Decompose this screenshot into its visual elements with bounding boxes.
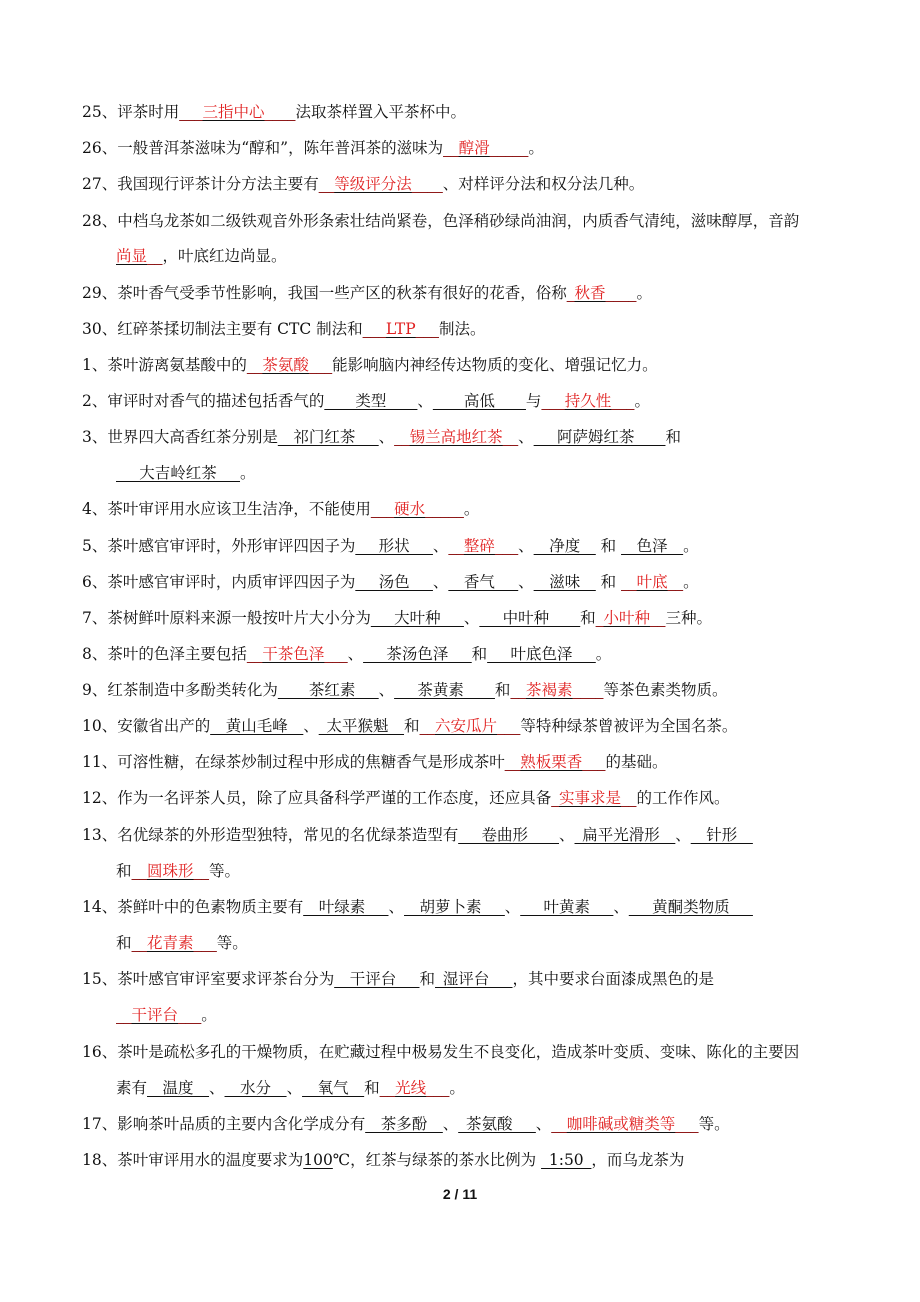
question-text: ，而乌龙茶为 [591, 1151, 685, 1169]
question-text: 、 [675, 826, 691, 844]
answer-blank: __黄山毛峰__ [210, 717, 304, 735]
answer-blank: ___叶底色泽___ [487, 645, 596, 663]
question-line [82, 716, 890, 736]
question-text: 10、安徽省出产的 [82, 717, 211, 735]
answer-blank: ___汤色___ [355, 573, 433, 591]
answer-blank: __氧气__ [302, 1079, 365, 1097]
question-text: 、 [417, 392, 433, 410]
question-text: 29、茶叶香气受季节性影响，我国一些产区的秋茶有很好的花香，俗称 [82, 284, 567, 302]
answer-blank-red: __茶褐素____ [510, 681, 604, 699]
answer-blank-red: 尚显__ [116, 247, 163, 265]
answer-blank: __茶多酚__ [365, 1115, 443, 1133]
question-text: 、 [518, 428, 534, 446]
question-text: 等茶色素类物质。 [603, 681, 728, 699]
question-text: 9、红茶制造中多酚类转化为 [82, 681, 278, 699]
question-text: 、 [286, 1079, 303, 1097]
question-text: 等。 [216, 934, 248, 952]
answer-blank-red: ___硬水_____ [370, 500, 464, 518]
question-text: 12、作为一名评茶人员，除了应具备科学严谨的工作态度，还应具备 [82, 789, 552, 807]
question-text: 等。 [209, 862, 241, 880]
question-text: 、对样评分法和权分法几种。 [442, 175, 645, 193]
answer-blank-red: __茶氨酸___ [246, 356, 333, 374]
question-line [82, 102, 890, 122]
question-text: 、 [535, 1115, 552, 1133]
answer-blank: _茶氨酸___ [458, 1115, 536, 1133]
answer-blank-red: _小叶种__ [595, 609, 666, 627]
question-text: 3、世界四大高香红茶分别是 [82, 428, 278, 446]
answer-blank-red: __锡兰高地红茶__ [394, 428, 519, 446]
question-text: 、 [388, 898, 405, 916]
answer-blank-red: __六安瓜片___ [419, 717, 521, 735]
question-line [82, 211, 890, 231]
question-text: 、 [378, 681, 395, 699]
question-text: 、 [442, 1115, 459, 1133]
question-line [82, 572, 890, 592]
answer-blank: ___黄酮类物质___ [628, 898, 753, 916]
answer-blank: 100 [303, 1151, 333, 1169]
question-line [82, 1042, 890, 1062]
question-text: 2、审评时对香气的描述包括香气的 [82, 392, 325, 410]
question-text: 和 [364, 1079, 380, 1097]
question-text: 制法。 [438, 320, 486, 338]
answer-blank: __水分__ [224, 1079, 287, 1097]
question-text: 的工作作风。 [636, 789, 730, 807]
answer-blank-red: __等级评分法____ [318, 175, 443, 193]
answer-blank: __温度__ [147, 1079, 210, 1097]
answer-blank: ___茶黄素____ [394, 681, 495, 699]
question-line [82, 608, 890, 628]
question-text: 。 [449, 1079, 465, 1097]
answer-blank: __色泽__ [621, 537, 684, 555]
question-text: 和 [116, 934, 132, 952]
question-line-continued [116, 246, 890, 266]
answer-blank: ___大吉岭红茶___ [116, 464, 241, 482]
question-text: 28、中档乌龙茶如二级铁观音外形条索壮结尚紧卷，色泽稍砂绿尚油润，内质香气清纯，滋味醇厚，音韵 [82, 212, 800, 230]
answer-blank-red: _实事求是__ [551, 789, 637, 807]
answer-blank-red: __整碎___ [448, 537, 519, 555]
question-text: 三种。 [665, 609, 712, 627]
answer-blank: __干评台___ [334, 970, 420, 988]
question-text: 法取茶样置入平茶杯中。 [295, 103, 467, 121]
question-text: 和 [419, 970, 436, 988]
question-text: 25、评茶时用 [82, 103, 180, 121]
answer-blank: _太平猴魁__ [318, 717, 405, 735]
question-text: 的基础。 [605, 753, 668, 771]
question-text: ，其中要求台面漆成黑色的是 [512, 970, 715, 988]
question-text: 和 [665, 428, 681, 446]
question-text: 、 [432, 573, 449, 591]
question-line [82, 680, 890, 700]
answer-blank-red: _秋香____ [566, 284, 637, 302]
answer-blank: ___阿萨姆红茶____ [533, 428, 666, 446]
question-text: 素有 [116, 1079, 148, 1097]
question-text: 和 [580, 609, 596, 627]
answer-blank-red: __光线___ [379, 1079, 450, 1097]
question-text: 等特种绿茶曾被评为全国名茶。 [520, 717, 738, 735]
question-line [82, 1114, 890, 1134]
question-text: 和 [116, 862, 132, 880]
question-text: 26、一般普洱茶滋味为“醇和”，陈年普洱茶的滋味为 [82, 139, 444, 157]
question-text: 5、茶叶感官审评时，外形审评四因子为 [82, 537, 356, 555]
question-line [82, 319, 890, 339]
answer-blank-red: ___LTP___ [362, 320, 439, 338]
answer-blank-red: __叶底__ [621, 573, 684, 591]
question-text: 等。 [698, 1115, 730, 1133]
question-line [82, 499, 890, 519]
question-line [82, 391, 890, 411]
answer-blank: __叶绿素___ [303, 898, 389, 916]
question-text: 、 [463, 609, 480, 627]
question-text: 16、茶叶是疏松多孔的干燥物质，在贮藏过程中极易发生不良变化，造成茶叶变质、变味、陈化的主要因 [82, 1043, 800, 1061]
question-text: ，叶底红边尚显。 [162, 247, 287, 265]
question-text: 、 [347, 645, 364, 663]
question-line [82, 1150, 890, 1170]
question-line [82, 897, 890, 917]
question-text: 1、茶叶游离氨基酸中的 [82, 356, 247, 374]
question-text: 和 [471, 645, 488, 663]
question-text: 。 [201, 1006, 217, 1024]
question-text: 。 [528, 139, 544, 157]
question-text: 17、影响茶叶品质的主要内含化学成分有 [82, 1115, 366, 1133]
question-text: 6、茶叶感官审评时，内质审评四因子为 [82, 573, 356, 591]
question-text: 、 [209, 1079, 225, 1097]
answer-blank-red: __醇滑_____ [443, 139, 529, 157]
question-text: 27、我国现行评茶计分方法主要有 [82, 175, 319, 193]
question-text: 、 [432, 537, 449, 555]
question-text: 18、茶叶审评用水的温度要求为 [82, 1151, 304, 1169]
answer-blank: ___卷曲形____ [458, 826, 559, 844]
question-text: 。 [634, 392, 650, 410]
question-text: 7、茶树鲜叶原料来源一般按叶片大小分为 [82, 609, 371, 627]
question-line-continued [116, 1078, 890, 1098]
answer-blank-red: ___三指中心____ [179, 103, 296, 121]
question-line [82, 536, 890, 556]
answer-blank-red: __干评台___ [116, 1006, 202, 1024]
question-text: 。 [595, 645, 612, 663]
question-text: 、 [504, 898, 521, 916]
question-text: 11、可溶性糖，在绿茶炒制过程中形成的焦糖香气是形成茶叶 [82, 753, 505, 771]
question-text: 。 [240, 464, 256, 482]
answer-blank: __针形__ [690, 826, 753, 844]
question-line [82, 283, 890, 303]
answer-blank: _1:50_ [541, 1151, 592, 1169]
question-text: 和 [595, 537, 622, 555]
answer-blank: _扁平光滑形__ [574, 826, 676, 844]
question-line [82, 138, 890, 158]
answer-blank-red: __熟板栗香___ [504, 753, 606, 771]
question-text: 。 [683, 573, 699, 591]
question-text: 13、名优绿茶的外形造型独特，常见的名优绿茶造型有 [82, 826, 459, 844]
question-line-continued [116, 1005, 890, 1025]
answer-blank: __净度__ [533, 537, 596, 555]
question-line [82, 825, 890, 845]
answer-blank: ___形状___ [355, 537, 433, 555]
question-text: 和 [494, 681, 511, 699]
question-text: 、 [518, 573, 534, 591]
question-text: 、 [518, 537, 534, 555]
answer-blank: ___茶汤色泽___ [363, 645, 472, 663]
answer-blank-red: __圆珠形__ [131, 862, 210, 880]
question-text: 。 [683, 537, 699, 555]
answer-blank: __祁门红茶___ [277, 428, 379, 446]
question-line [82, 174, 890, 194]
question-line [82, 969, 890, 989]
answer-blank: ____类型____ [324, 392, 418, 410]
question-text: 14、茶鲜叶中的色素物质主要有 [82, 898, 304, 916]
answer-blank: ___叶黄素___ [520, 898, 614, 916]
answer-blank: ____高低____ [432, 392, 526, 410]
answer-blank: __香气___ [448, 573, 519, 591]
answer-blank: __胡萝卜素___ [404, 898, 505, 916]
question-text: 与 [525, 392, 542, 410]
question-text: 、 [303, 717, 319, 735]
question-line [82, 752, 890, 772]
answer-blank: ___中叶种____ [479, 609, 581, 627]
question-line-continued [116, 861, 890, 881]
question-line-continued [116, 463, 890, 483]
question-line [82, 644, 890, 664]
question-line [82, 355, 890, 375]
question-line [82, 427, 890, 447]
answer-blank-red: __咖啡碱或糖类等___ [551, 1115, 699, 1133]
question-text: 、 [613, 898, 629, 916]
answer-blank-red: ___持久性___ [541, 392, 635, 410]
question-text: 和 [404, 717, 420, 735]
question-text: 8、茶叶的色泽主要包括 [82, 645, 247, 663]
question-text: 、 [378, 428, 395, 446]
question-text: 和 [595, 573, 622, 591]
answer-blank: __滋味__ [533, 573, 596, 591]
question-text: 。 [463, 500, 480, 518]
question-text: 4、茶叶审评用水应该卫生洁净，不能使用 [82, 500, 371, 518]
question-text: 。 [636, 284, 653, 302]
question-line [82, 788, 890, 808]
answer-blank-red: __花青素___ [131, 934, 217, 952]
question-text: 能影响脑内神经传达物质的变化、增强记忆力。 [332, 356, 658, 374]
question-line-continued [116, 933, 890, 953]
page-number: 2 / 11 [442, 1186, 478, 1202]
answer-blank-red: __干茶色泽___ [246, 645, 348, 663]
answer-blank: _湿评台___ [435, 970, 513, 988]
question-text: 、 [559, 826, 575, 844]
answer-blank: ___大叶种___ [370, 609, 464, 627]
answer-blank: ____茶红素___ [277, 681, 379, 699]
question-text: ℃，红茶与绿茶的茶水比例为 [332, 1151, 542, 1169]
question-text: 30、红碎茶揉切制法主要有 CTC 制法和 [82, 320, 363, 338]
question-text: 15、茶叶感官审评室要求评茶台分为 [82, 970, 335, 988]
